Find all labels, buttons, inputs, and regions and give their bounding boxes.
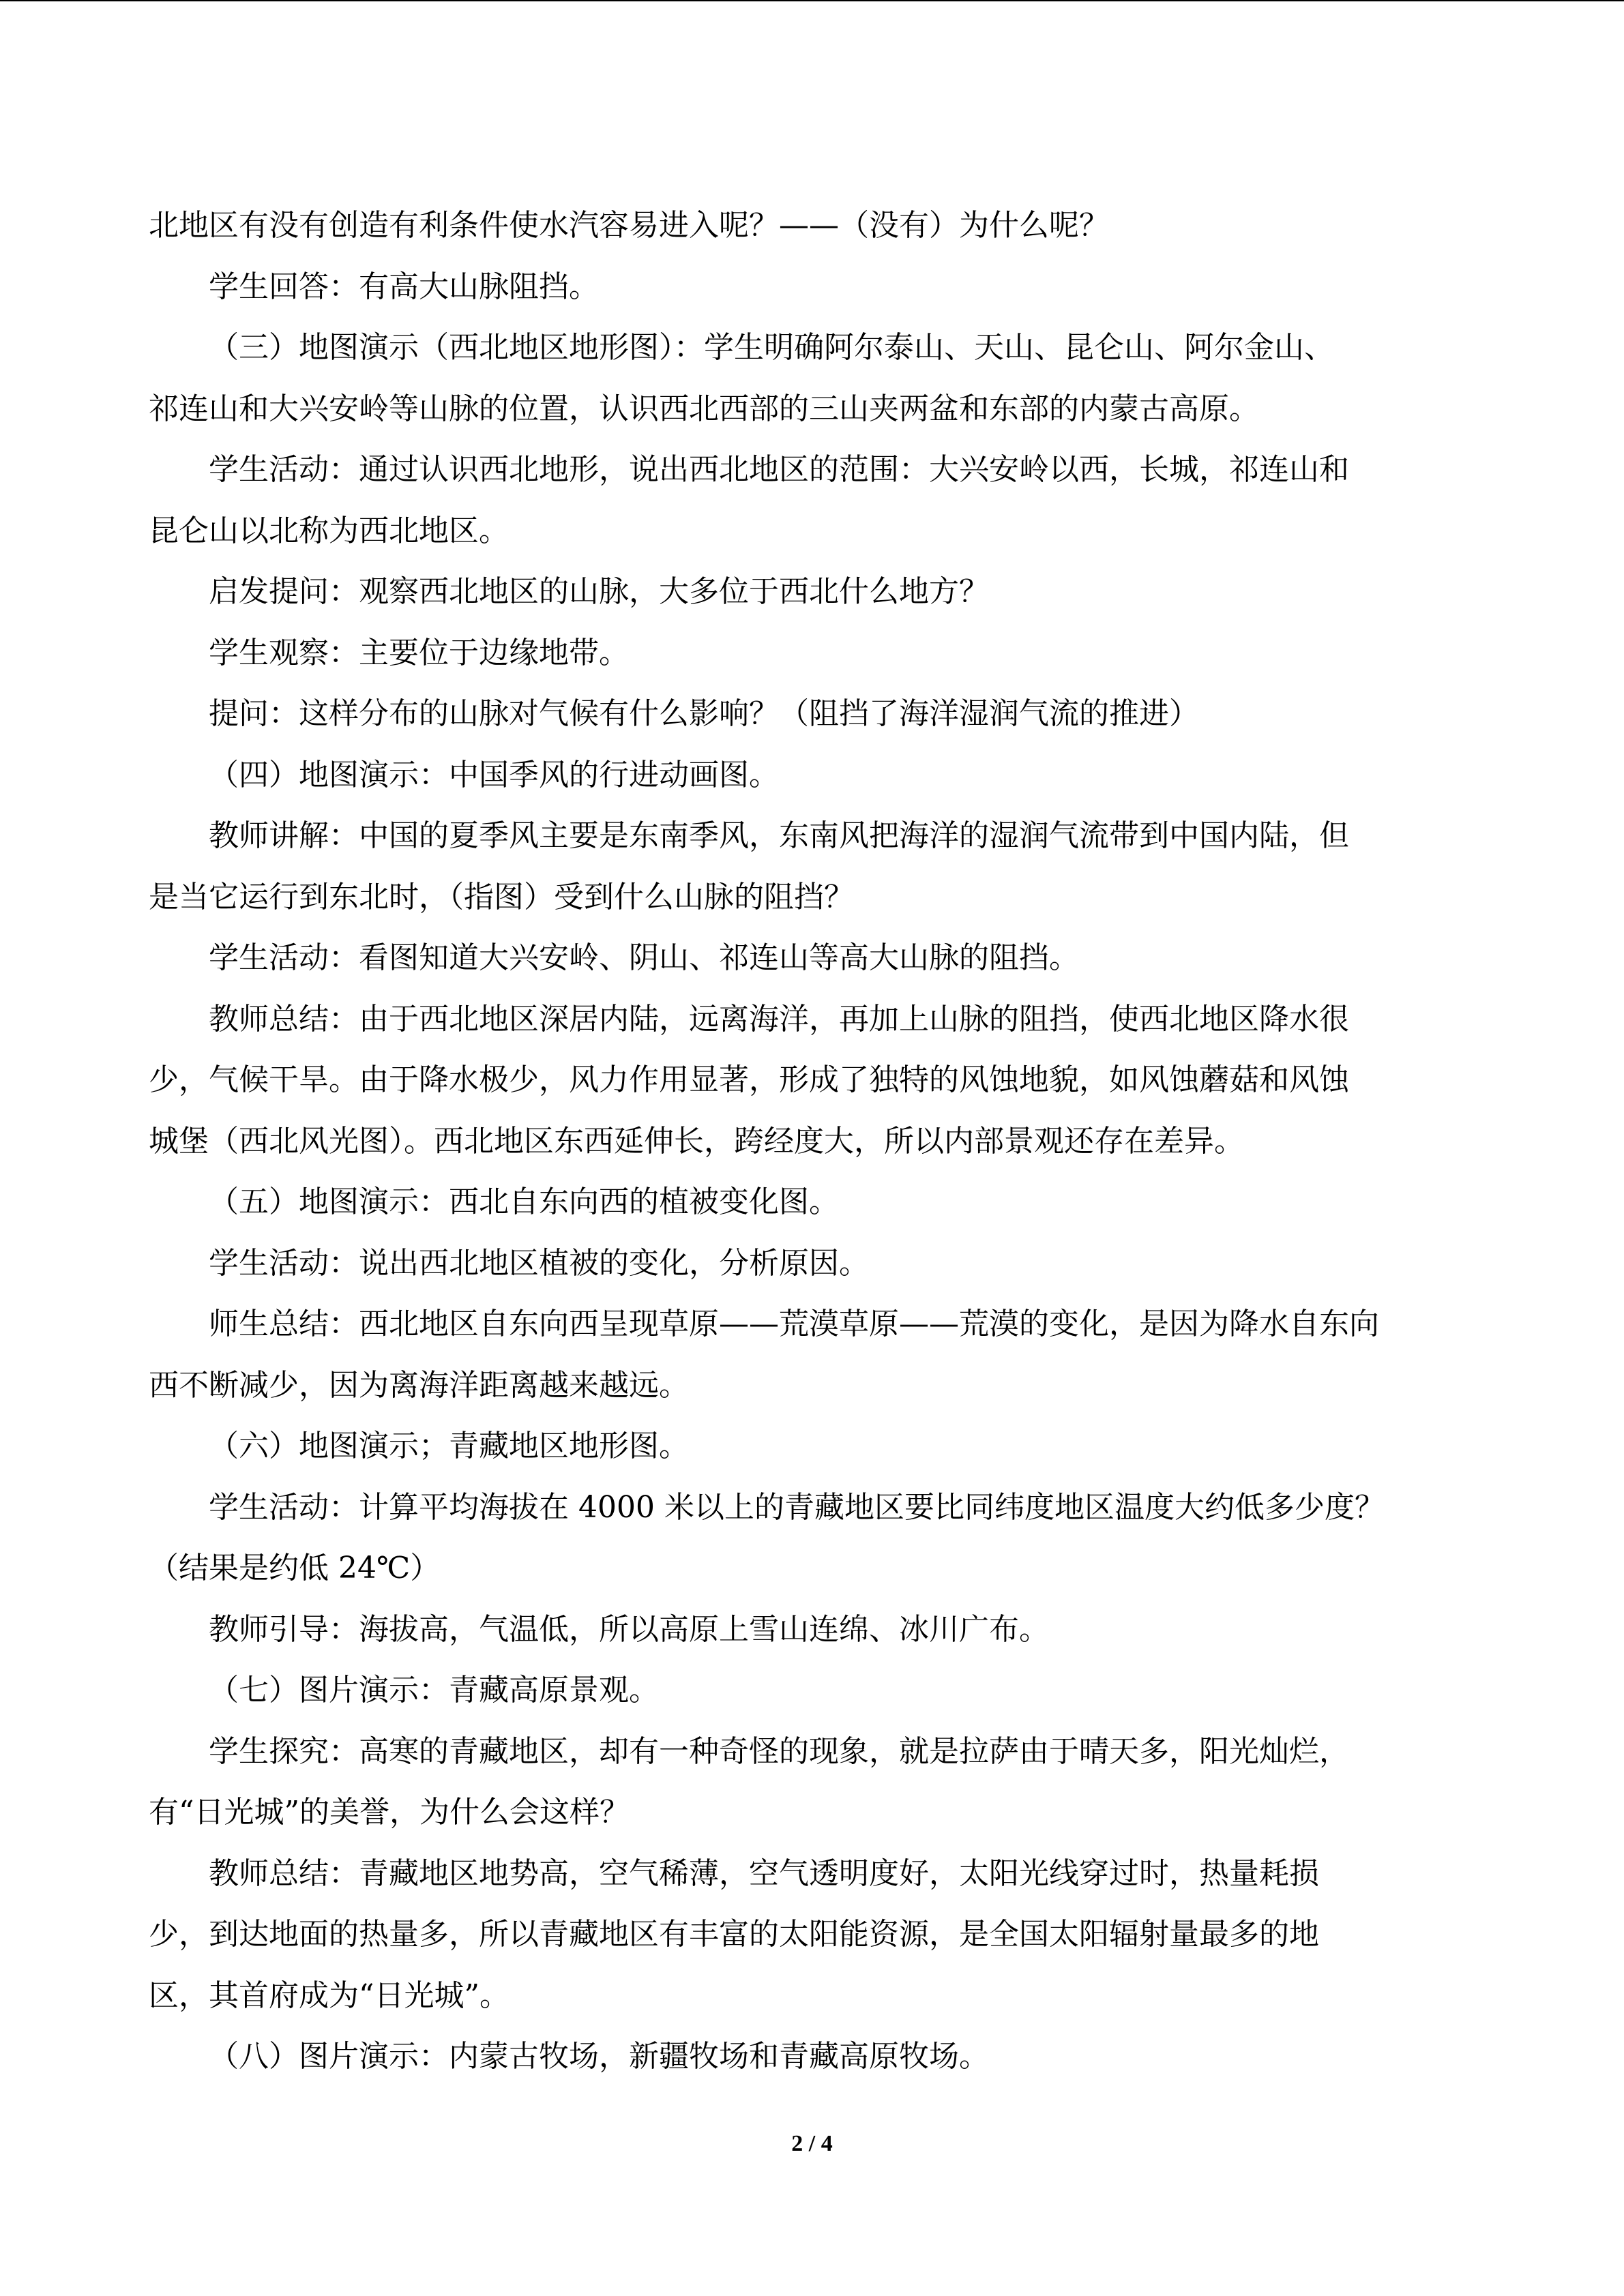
document-body bbox=[149, 195, 1465, 2087]
text-line: 师生总结：西北地区自东向西呈现草原——荒漠草原——荒漠的变化，是因为降水自东向 bbox=[209, 1307, 1379, 1341]
text-line: （结果是约低 24℃） bbox=[149, 1551, 441, 1585]
text-line: 学生回答：有高大山脉阻挡。 bbox=[209, 269, 599, 304]
text-line: 学生活动：计算平均海拔在 4000 米以上的青藏地区要比同纬度地区温度大约低多少度？ bbox=[209, 1489, 1385, 1525]
text-line: 学生观察：主要位于边缘地带。 bbox=[209, 635, 629, 670]
text-line: 教师总结：青藏地区地势高，空气稀薄，空气透明度好，太阳光线穿过时，热量耗损 bbox=[209, 1855, 1319, 1891]
text-line: 少，气候干旱。由于降水极少，风力作用显著，形成了独特的风蚀地貌，如风蚀蘑菇和风蚀 bbox=[149, 1062, 1349, 1097]
text-line: （七）图片演示：青藏高原景观。 bbox=[209, 1673, 659, 1708]
text-line: 学生活动：通过认识西北地形，说出西北地区的范围：大兴安岭以西，长城，祁连山和 bbox=[209, 452, 1349, 487]
text-line: 教师讲解：中国的夏季风主要是东南季风，东南风把海洋的湿润气流带到中国内陆，但 bbox=[209, 818, 1349, 853]
text-line: （八）图片演示：内蒙古牧场，新疆牧场和青藏高原牧场。 bbox=[209, 2039, 989, 2074]
text-line: 区，其首府成为“日光城”。 bbox=[149, 1978, 510, 2013]
text-line: 祁连山和大兴安岭等山脉的位置，认识西北西部的三山夹两盆和东部的内蒙古高原。 bbox=[149, 391, 1259, 426]
text-line: 城堡（西北风光图）。西北地区东西延伸长，跨经度大，所以内部景观还存在差异。 bbox=[149, 1123, 1244, 1159]
text-line: 昆仑山以北称为西北地区。 bbox=[149, 513, 509, 548]
text-line: 西不断减少，因为离海洋距离越来越远。 bbox=[149, 1367, 689, 1403]
text-line: 是当它运行到东北时，（指图）受到什么山脉的阻挡？ bbox=[149, 879, 854, 914]
text-line: 启发提问：观察西北地区的山脉，大多位于西北什么地方？ bbox=[209, 574, 989, 609]
text-line: 北地区有没有创造有利条件使水汽容易进入呢？——（没有）为什么呢？ bbox=[149, 208, 1109, 243]
text-line: 学生探究：高寒的青藏地区，却有一种奇怪的现象，就是拉萨由于晴天多，阳光灿烂， bbox=[209, 1733, 1349, 1769]
text-line: 有“日光城”的美誉，为什么会这样？ bbox=[149, 1795, 630, 1830]
text-line: （六）地图演示；青藏地区地形图。 bbox=[209, 1429, 689, 1463]
text-line: （五）地图演示：西北自东向西的植被变化图。 bbox=[209, 1184, 839, 1219]
text-line: （四）地图演示：中国季风的行进动画图。 bbox=[209, 757, 779, 792]
page-number: 2 / 4 bbox=[791, 2131, 833, 2156]
text-line: 教师总结：由于西北地区深居内陆，远离海洋，再加上山脉的阻挡，使西北地区降水很 bbox=[209, 1001, 1349, 1037]
page-top-border bbox=[0, 0, 1624, 1]
text-line: 提问：这样分布的山脉对气候有什么影响？（阻挡了海洋湿润气流的推进） bbox=[209, 696, 1199, 731]
text-line: 学生活动：说出西北地区植被的变化，分析原因。 bbox=[209, 1245, 869, 1281]
text-line: （三）地图演示（西北地区地形图）：学生明确阿尔泰山、天山、昆仑山、阿尔金山、 bbox=[209, 330, 1334, 365]
text-line: 少，到达地面的热量多，所以青藏地区有丰富的太阳能资源，是全国太阳辐射量最多的地 bbox=[149, 1917, 1319, 1952]
text-line: 学生活动：看图知道大兴安岭、阴山、祁连山等高大山脉的阻挡。 bbox=[209, 940, 1079, 975]
text-line: 教师引导：海拔高，气温低，所以高原上雪山连绵、冰川广布。 bbox=[209, 1611, 1049, 1647]
